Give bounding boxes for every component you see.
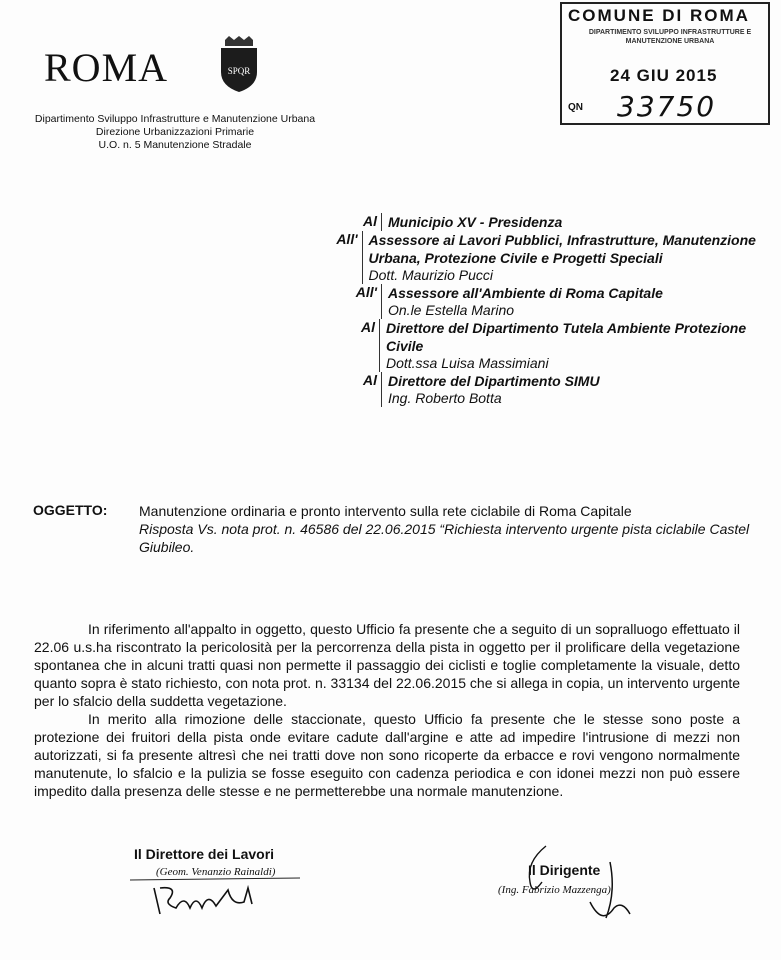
recipient-name: Direttore del Dipartimento SIMU	[388, 373, 600, 389]
department-block	[30, 113, 320, 152]
handwritten-signature-icon	[512, 842, 642, 932]
recipient-prefix: Al	[330, 372, 382, 407]
stamp-number: 33750	[617, 90, 717, 123]
recipient-prefix: All'	[330, 231, 363, 284]
recipient-person: On.le Estella Marino	[388, 302, 515, 318]
signature-role: Il Dirigente	[528, 862, 601, 878]
recipient-name: Municipio XV - Presidenza	[388, 214, 563, 230]
subject-reference: Risposta Vs. nota prot. n. 46586 del 22.06.2015 “Richiesta intervento urgente pista ciclabile Castel Giubileo.	[139, 521, 750, 555]
signature-name: (Geom. Venanzio Rainaldi)	[156, 866, 276, 878]
signature-role: Il Direttore dei Lavori	[134, 846, 275, 862]
recipient-name: Direttore del Dipartimento Tutela Ambiente Protezione Civile	[385, 320, 747, 354]
recipient-item	[330, 319, 770, 372]
protocol-stamp	[560, 2, 774, 129]
recipient-item	[330, 284, 770, 319]
recipient-name: Assessore all'Ambiente di Roma Capitale	[388, 285, 663, 301]
recipient-person: Ing. Roberto Botta	[388, 390, 502, 406]
body-paragraph: In merito alla rimozione delle staccionate, questo Ufficio fa presente che le stesse sono poste a protezione dei fruitori della pista onde evitare cadute dall'argine e atte ad impedire l'intrusione di mezzi non autorizzati, si fa presente altresì che nei tratti dove non sono ricoperte da erbacce e rovi vengono normalmente manutenute, lo sfalcio e la pulizia se fosse eseguito con cadenza periodica e con idonei mezzi non può essere impedito dalla presenza delle stesse e ne permetterebbe una normale manutenzione.	[34, 711, 740, 799]
recipient-person: Dott.ssa Luisa Massimiani	[385, 355, 549, 371]
subject-line: Manutenzione ordinaria e pronto intervento sulla rete ciclabile di Roma Capitale	[139, 503, 632, 519]
recipient-item	[330, 372, 770, 407]
recipient-name: Assessore ai Lavori Pubblici, Infrastrutture, Manutenzione Urbana, Protezione Civile e Progetti Speciali	[368, 232, 756, 266]
stamp-date: 24 GIU 2015	[610, 66, 718, 85]
recipient-prefix: All'	[330, 284, 382, 319]
signature-name: (Ing. Fabrizio Mazzenga)	[498, 884, 611, 896]
recipient-item	[330, 231, 770, 284]
department-line: Dipartimento Sviluppo Infrastrutture e Manutenzione Urbana	[34, 113, 316, 125]
stamp-number-label: QN	[568, 102, 583, 113]
recipient-prefix: Al	[330, 319, 380, 372]
recipient-item	[330, 213, 770, 231]
letter-body	[34, 620, 740, 800]
unit-line: U.O. n. 5 Manutenzione Stradale	[98, 139, 252, 151]
handwritten-signature-icon	[120, 868, 320, 918]
svg-text:SPQR: SPQR	[227, 66, 251, 76]
recipients-list	[330, 213, 770, 407]
stamp-title: COMUNE DI ROMA	[568, 6, 750, 25]
stamp-subtitle: DIPARTIMENTO SVILUPPO INFRASTRUTTURE E MANUTENZIONE URBANA	[588, 29, 752, 45]
recipient-person: Dott. Maurizio Pucci	[368, 267, 494, 283]
roma-crest-icon	[215, 36, 263, 94]
recipient-prefix: Al	[330, 213, 382, 231]
body-paragraph: In riferimento all'appalto in oggetto, questo Ufficio fa presente che a seguito di un sopralluogo effettuato il 22.06 u.s.ha riscontrato la pericolosità per la percorrenza della pista in oggetto per il prolificare della vegetazione spontanea che in alcuni tratti quasi non permette il passaggio dei ciclisti e toglie completamente la visuale, detto quanto sopra è stato richiesto, con nota prot. n. 33134 del 22.06.2015 che si allega in copia, un intervento urgente per lo sfalcio della suddetta vegetazione.	[34, 621, 740, 709]
subject-label: OGGETTO:	[33, 502, 108, 518]
roma-logo-text: ROMA	[44, 45, 169, 90]
direction-line: Direzione Urbanizzazioni Primarie	[95, 126, 255, 138]
